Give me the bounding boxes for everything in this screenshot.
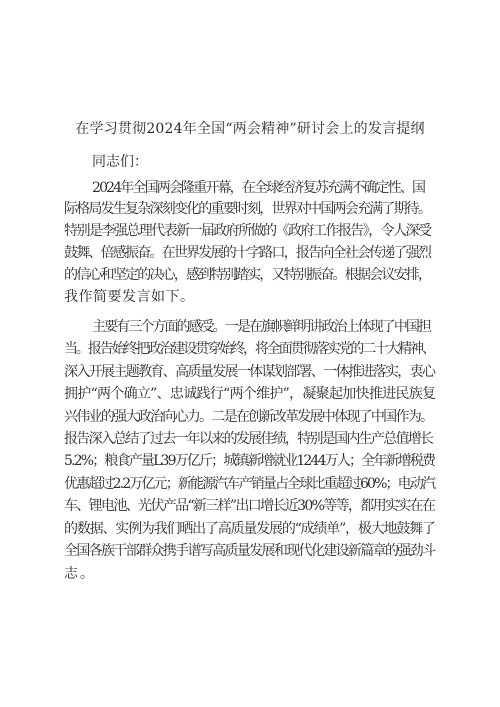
paragraph-line: 全国各族干部群众携手谱写高质量发展和现代化建设新篇章的强劲斗 xyxy=(64,543,435,559)
paragraph-line: 主要有三个方面的感受。一是在旗帜鲜明讲政治上体现了中国担 xyxy=(92,319,431,335)
paragraph-line: 深入开展主题教育、高质量发展一体谋划部署、一体推进落实，衷心 xyxy=(64,364,435,380)
paragraph-line: 优惠超过2.2万亿元；新能源汽车产销量占全球比重超过60%；电动汽 xyxy=(64,476,435,492)
paragraph-line: 际格局发生复杂深刻变化的重要时刻，世界对中国两会充满了期待。 xyxy=(64,201,431,217)
paragraph-line: 志。 xyxy=(64,566,96,582)
paragraph-line: 5.2%；粮食产量L39万亿斤；城镇新增就业1244万人；全年新增税费 xyxy=(64,453,435,469)
paragraph-line: 鼓舞、倍感振奋。在世界发展的十字路口，报告向全社会传递了强烈 xyxy=(64,245,431,261)
paragraph-line: 的数据、实例为我们晒出了高质量发展的“成绩单”，极大地鼓舞了 xyxy=(64,521,435,537)
salutation: 同志们： xyxy=(92,154,148,170)
paragraph-line: 报告深入总结了过去一年以来的发展佳绩，特别是国内生产总值增长 xyxy=(64,431,433,447)
document-title: 在学习贯彻2024年全国“两会精神”研讨会上的发言提纲 xyxy=(75,121,425,137)
paragraph-line: 当。报告始终把政治建设贯穿始终，将全面贯彻落实党的二十大精神、 xyxy=(64,341,434,357)
paragraph-line: 的信心和坚定的决心，感到特别踏实，又特别振奋。根据会议安排， xyxy=(64,267,431,283)
paragraph-line: 拥护“两个确立”、忠诚践行“两个维护”，凝聚起加快推进民族复 xyxy=(64,386,436,402)
paragraph-line: 车、锂电池、光伏产品“新三样”出口增长近30%等等，都用实实在在 xyxy=(64,498,435,514)
paragraph-line: 特别是李强总理代表新一届政府所做的《政府工作报告》，令人深受 xyxy=(64,223,431,239)
paragraph-line: 2024年全国两会隆重开幕，在全球经济复苏充满不确定性、国 xyxy=(92,180,425,196)
paragraph-line: 我作简要发言如下。 xyxy=(64,289,195,305)
paragraph-line: 兴伟业的强大政治向心力。二是在创新改革发展中体现了中国作为。 xyxy=(64,409,433,425)
